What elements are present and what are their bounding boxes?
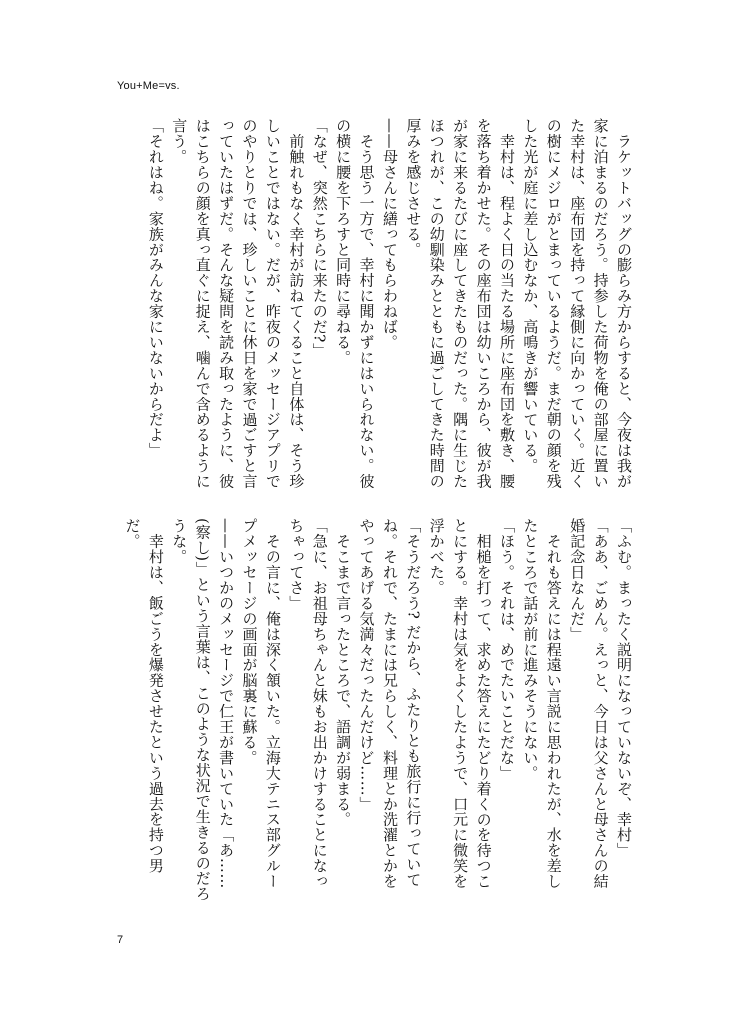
paragraph: ——いつかのメッセージで仁王が書いていた「あ……(察し)」という言葉は、このような状況で生きるのだろうな。 bbox=[170, 518, 236, 902]
upper-text-block bbox=[145, 118, 635, 498]
paragraph: 「そうだろう? だから、ふたりとも旅行に行っていてね。それで、たまには兄らしく、料理とか洗濯とかをやってあげる気満々だったんだけど……」 bbox=[357, 518, 423, 889]
paragraph: ——母さんに繕ってもらわねば。 bbox=[380, 118, 399, 350]
lower-text-block bbox=[123, 518, 635, 902]
paragraph: 幸村は、程よく日の当たる場所に座布団を敷き、腰を落ち着かせた。その座布団は幼いころから、彼が我が家に来るたびに座してきたものだった。隅に生じたほつれが、この幼馴染みとともに過ごしてきた時間の厚みを感じさせる。 bbox=[404, 118, 516, 489]
paragraph: ラケットバッグの膨らみ方からすると、今夜は我が家に泊まるのだろう。持参した荷物を俺の部屋に置いた幸村は、座布団を持って縁側に向かっていく。近くの樹にメジロがとまっているようだ。まだ朝の顔を残した光が庭に差し込むなか、高鳴きが響いている。 bbox=[521, 118, 633, 489]
paragraph: 相槌を打って、求めた答えにたどり着くのを待つことにする。幸村は気をよくしたようで、口元に微笑を浮かべた。 bbox=[427, 518, 493, 889]
paragraph: 「急に、お祖母ちゃんと妹もお出かけすることになっちゃってさ」 bbox=[287, 518, 329, 889]
paragraph: 前触れもなく幸村が訪ねてくること自体は、そう珍しいことではない。だが、昨夜のメッセージアプリでのやりとりでは、珍しいことに休日を家で過ごすと言っていたはずだ。そんな疑問を読み取ったように、彼はこちらの顔を真っ直ぐに捉え、噛んで含めるように言う。 bbox=[170, 118, 306, 489]
paragraph: 「ああ、ごめん。えっと、今日は父さんと母さんの結婚記念日なんだ」 bbox=[568, 518, 610, 889]
paragraph: 「なぜ、突然こちらに来たのだ?」 bbox=[310, 118, 329, 359]
paragraph: そこまで言ったところで、語調が弱まる。 bbox=[334, 518, 353, 827]
paragraph: 幸村は、飯ごうを爆発させたという過去を持つ男だ。 bbox=[123, 518, 165, 874]
page-number: 7 bbox=[117, 934, 124, 946]
paragraph: それも答えには程遠い言説に思われたが、水を差したところで話が前に進みそうにない。 bbox=[521, 518, 563, 889]
paragraph: 「ほう。それは、めでたいことだな」 bbox=[497, 518, 516, 781]
paragraph: 「ふむ。まったく説明になっていないぞ、幸村」 bbox=[615, 518, 633, 858]
paragraph: 「それはね。家族がみんな家にいないからだよ」 bbox=[146, 118, 165, 458]
paragraph: その言に、俺は深く頷いた。立海大テニス部グループメッセージの画面が脳裏に蘇る。 bbox=[240, 518, 282, 889]
paragraph: そう思う一方で、幸村に聞かずにはいられない。彼の横に腰を下ろすと同時に尋ねる。 bbox=[334, 118, 376, 489]
running-header: You+Me=vs. bbox=[117, 80, 180, 92]
